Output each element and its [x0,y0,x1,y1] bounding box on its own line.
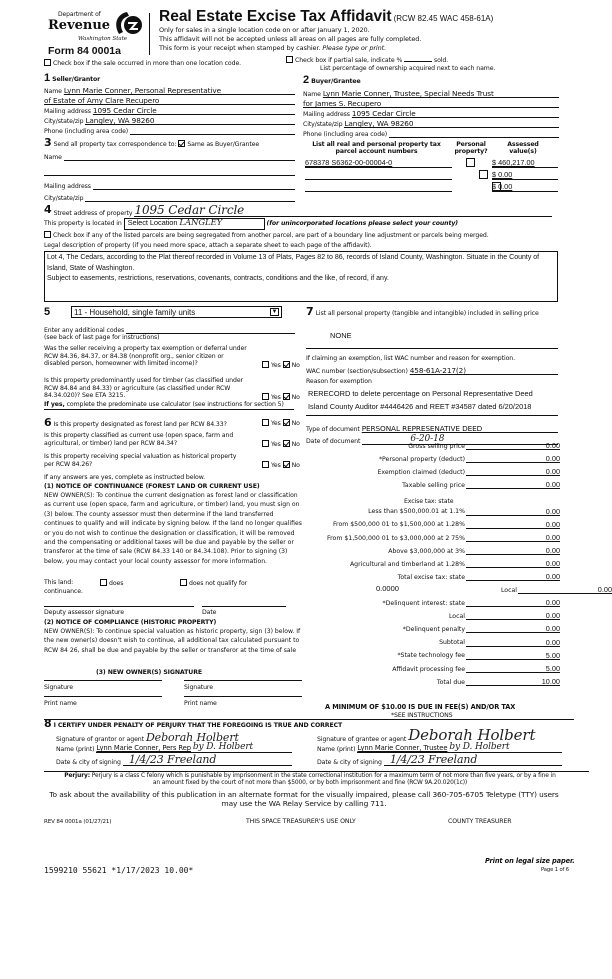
buyer-heading: 2 Buyer/Grantee [303,74,361,86]
amount-row: Exemption claimed (deduct) 0.00 [377,467,560,477]
seller-city-state-zip[interactable]: Langley, WA 98260 [85,116,295,125]
buyer-mailing-address[interactable]: 1095 Cedar Circle [352,109,559,118]
personal-property-checkbox[interactable] [466,158,475,167]
buyer-phone[interactable] [389,129,559,138]
buyer-name-field[interactable]: Lynn Marie Conner, Trustee, Special Needs Trust [323,89,559,98]
amount-value[interactable]: 0.00 [466,611,560,620]
yes-checkbox[interactable] [262,440,269,447]
no-checkbox[interactable] [283,361,290,368]
amount-row: Local 0.00 [448,611,560,621]
does-qualify-checkbox[interactable]: does [100,579,123,587]
yes-checkbox[interactable] [262,393,269,400]
seller-heading: 1 Seller/Grantor [44,72,101,84]
amount-row: Total due 10.00 [436,676,560,686]
seller-name-line2[interactable]: of Estate of Amy Clare Recupero [44,96,295,105]
yes-checkbox[interactable] [262,461,269,468]
dropdown-arrow-icon[interactable]: ▼ [271,309,278,315]
amount-row: Subtotal 0.00 [439,637,560,647]
amount-value[interactable]: 0.00 [466,559,560,568]
amount-value[interactable]: 0.00 [466,638,560,647]
new-owner-print-1[interactable] [44,696,162,697]
amount-row: From $500,000 01 to $1,500,000 at 1.28% 0.00 [332,519,560,529]
tax-exemption-yes-no[interactable]: Yes No [262,361,300,369]
assessed-value-field[interactable]: $ 0.00 [492,171,558,180]
amount-row: *Delinquent interest: state 0.00 [382,598,560,608]
grantee-name-print[interactable]: Lynn Marie Conner, Trustee by D. Holbert [357,744,562,753]
amount-value[interactable]: 0.00 [466,546,560,555]
parcel-number-field[interactable] [305,183,452,192]
amount-value[interactable]: 0.00 [466,507,560,516]
buyer-city-state-zip[interactable]: Langley, WA 98260 [344,119,559,128]
assessed-value-field[interactable]: $ 460,217.00 [492,159,558,168]
wac-number-field[interactable]: 458-61A-217(2) [410,366,558,375]
partial-sale-checkbox[interactable]: Check box if partial sale, indicate % sold. [286,56,448,64]
amount-row: *Delinquent penalty 0.00 [402,624,560,634]
buyer-name-line2[interactable]: for James S. Recupero [303,99,559,108]
amount-value[interactable]: 0.00 [466,598,560,607]
personal-property-value: NONE [330,331,352,340]
amount-row: Affidavit processing fee 5.00 [392,663,560,673]
yes-checkbox[interactable] [262,419,269,426]
personal-property-checkbox[interactable] [479,170,488,179]
amount-value[interactable]: 0.00 [466,467,560,476]
amount-value[interactable]: 0.00 [466,520,560,529]
amount-value[interactable]: 0.00 [466,441,560,450]
document-type-field[interactable]: PERSONAL REPRESENATIVE DEED [362,424,558,433]
amount-row: Taxable selling price 0.00 [402,480,560,490]
amount-row: Above $3,000,000 at 3% 0.00 [388,545,560,555]
correspondence-mailing-address[interactable] [93,181,295,190]
form-number: Form 84 0001a [48,45,121,57]
amount-row: Agricultural and timberland at 1.28% 0.00 [349,558,560,568]
timber-yes-no[interactable]: Yes No [262,393,300,401]
seller-mailing-address[interactable]: 1095 Cedar Circle [93,106,295,115]
amount-row: *Personal property (deduct) 0.00 [378,454,560,464]
local-tax-rate: 0.0000 [376,584,399,594]
assessed-value-field[interactable]: $ 0.00 [492,183,558,192]
parcel-number-field[interactable]: 678378 S6362-00-00004-0 [305,159,452,168]
amount-row: 0.0000 Local 0.00 [300,585,612,594]
header-divider [149,13,150,55]
seller-phone[interactable] [130,126,295,135]
new-owner-signature-2[interactable] [184,680,302,681]
amount-value[interactable]: 5.00 [466,664,560,673]
no-checkbox[interactable] [283,419,290,426]
correspondence-name[interactable] [64,152,295,161]
amount-row: Total excise tax: state 0.00 [397,572,560,581]
legal-description-box[interactable]: Lot 4, The Cedars, according to the Plat thereof recorded in Volume 13 of Plats, Pages 82 to 86, records of Island County, Washington. Situate in the County of Island, State of Washington. Subject to easements, restrictions, reservations, covenants, contracts, conditions and the like, of record, if any. [44,251,558,302]
property-street-address[interactable]: 1095 Cedar Circle [134,204,552,217]
correspondence-name-line2[interactable] [44,167,295,176]
grantor-name-print[interactable]: Lynn Marie Conner, Pers Rep by D. Holbert [96,744,292,753]
amount-row: Less than $500,000.01 at 1.1% 0.00 [368,506,560,516]
segregated-checkbox[interactable]: Check box if any of the listed parcels are being segregated from another parcel, are part of a boundary line adjustment or parcels being merged. [44,231,489,239]
multi-location-checkbox[interactable]: Check box if the sale occurred in more than one location code. [44,59,241,67]
yes-checkbox[interactable] [262,361,269,368]
historic-yes-no[interactable]: Yes No [262,461,300,469]
deputy-date-line[interactable] [202,606,286,607]
document-date-field[interactable]: 6-20-18 [362,436,558,445]
amount-section-label: Excise tax: state [404,498,454,506]
current-use-yes-no[interactable]: Yes No [262,440,300,448]
amount-value[interactable]: 10.00 [466,677,560,686]
new-owner-signature-1[interactable] [44,680,162,681]
no-checkbox[interactable] [283,393,290,400]
amount-value[interactable]: 0.00 [518,585,612,594]
amount-value[interactable]: 0.00 [466,572,560,581]
amount-value[interactable]: 5.00 [466,651,560,660]
amount-value[interactable]: 0.00 [466,624,560,633]
amount-value[interactable]: 0.00 [466,533,560,542]
same-as-buyer-checkbox[interactable] [178,140,185,147]
additional-codes-field[interactable] [126,325,295,334]
no-checkbox[interactable] [283,461,290,468]
seller-name-field[interactable]: Lynn Marie Conner, Personal Representative [64,86,295,95]
location-select[interactable]: Select Location LANGLEY [124,218,265,230]
revenue-logo-icon [111,10,143,38]
amount-row: *State technology fee 5.00 [397,650,560,660]
deputy-signature-line[interactable] [44,606,194,607]
form-title: Real Estate Excise Tax Affidavit (RCW 82.45 WAC 458-61A) [159,8,494,25]
does-not-qualify-checkbox[interactable]: does not qualify for [180,579,247,587]
grantor-date-city[interactable]: 1/4/23 Freeland [123,755,292,766]
correspondence-city-state-zip[interactable] [85,193,295,202]
dor-logo: Department of Revenue Washington State [48,10,143,44]
cashier-stamp: 1599210 55621 *1/17/2023 10.00* [44,866,194,875]
partial-sale-percent[interactable] [404,61,432,62]
land-use-code-select[interactable]: 11 - Household, single family units ▼ [71,306,282,318]
amount-row: From $1,500,000 01 to $3,000,000 at 2 75% 0.00 [327,532,560,542]
grantee-date-city[interactable]: 1/4/23 Freeland [384,755,562,766]
new-owner-print-2[interactable] [184,696,302,697]
no-checkbox[interactable] [283,440,290,447]
grantee-signature[interactable]: Deborah Holbert [408,726,536,744]
parcel-number-field[interactable] [305,171,452,180]
amount-value[interactable]: 0.00 [466,454,560,463]
amount-row: Gross selling price 0.00 [408,441,560,450]
tax-correspondence-heading: 3 Send all property tax correspondence to: Same as Buyer/Grantee [44,136,260,149]
forest-land-yes-no[interactable]: Yes No [262,419,300,427]
amount-value[interactable]: 0.00 [466,480,560,489]
grantor-signature[interactable]: Deborah Holbert [145,731,239,744]
exemption-reason[interactable]: RERECORD to delete percentage on Personal Representative Deed Island County Auditor #4446426 and REET #34587 dated 6/20/2018 [308,389,533,411]
